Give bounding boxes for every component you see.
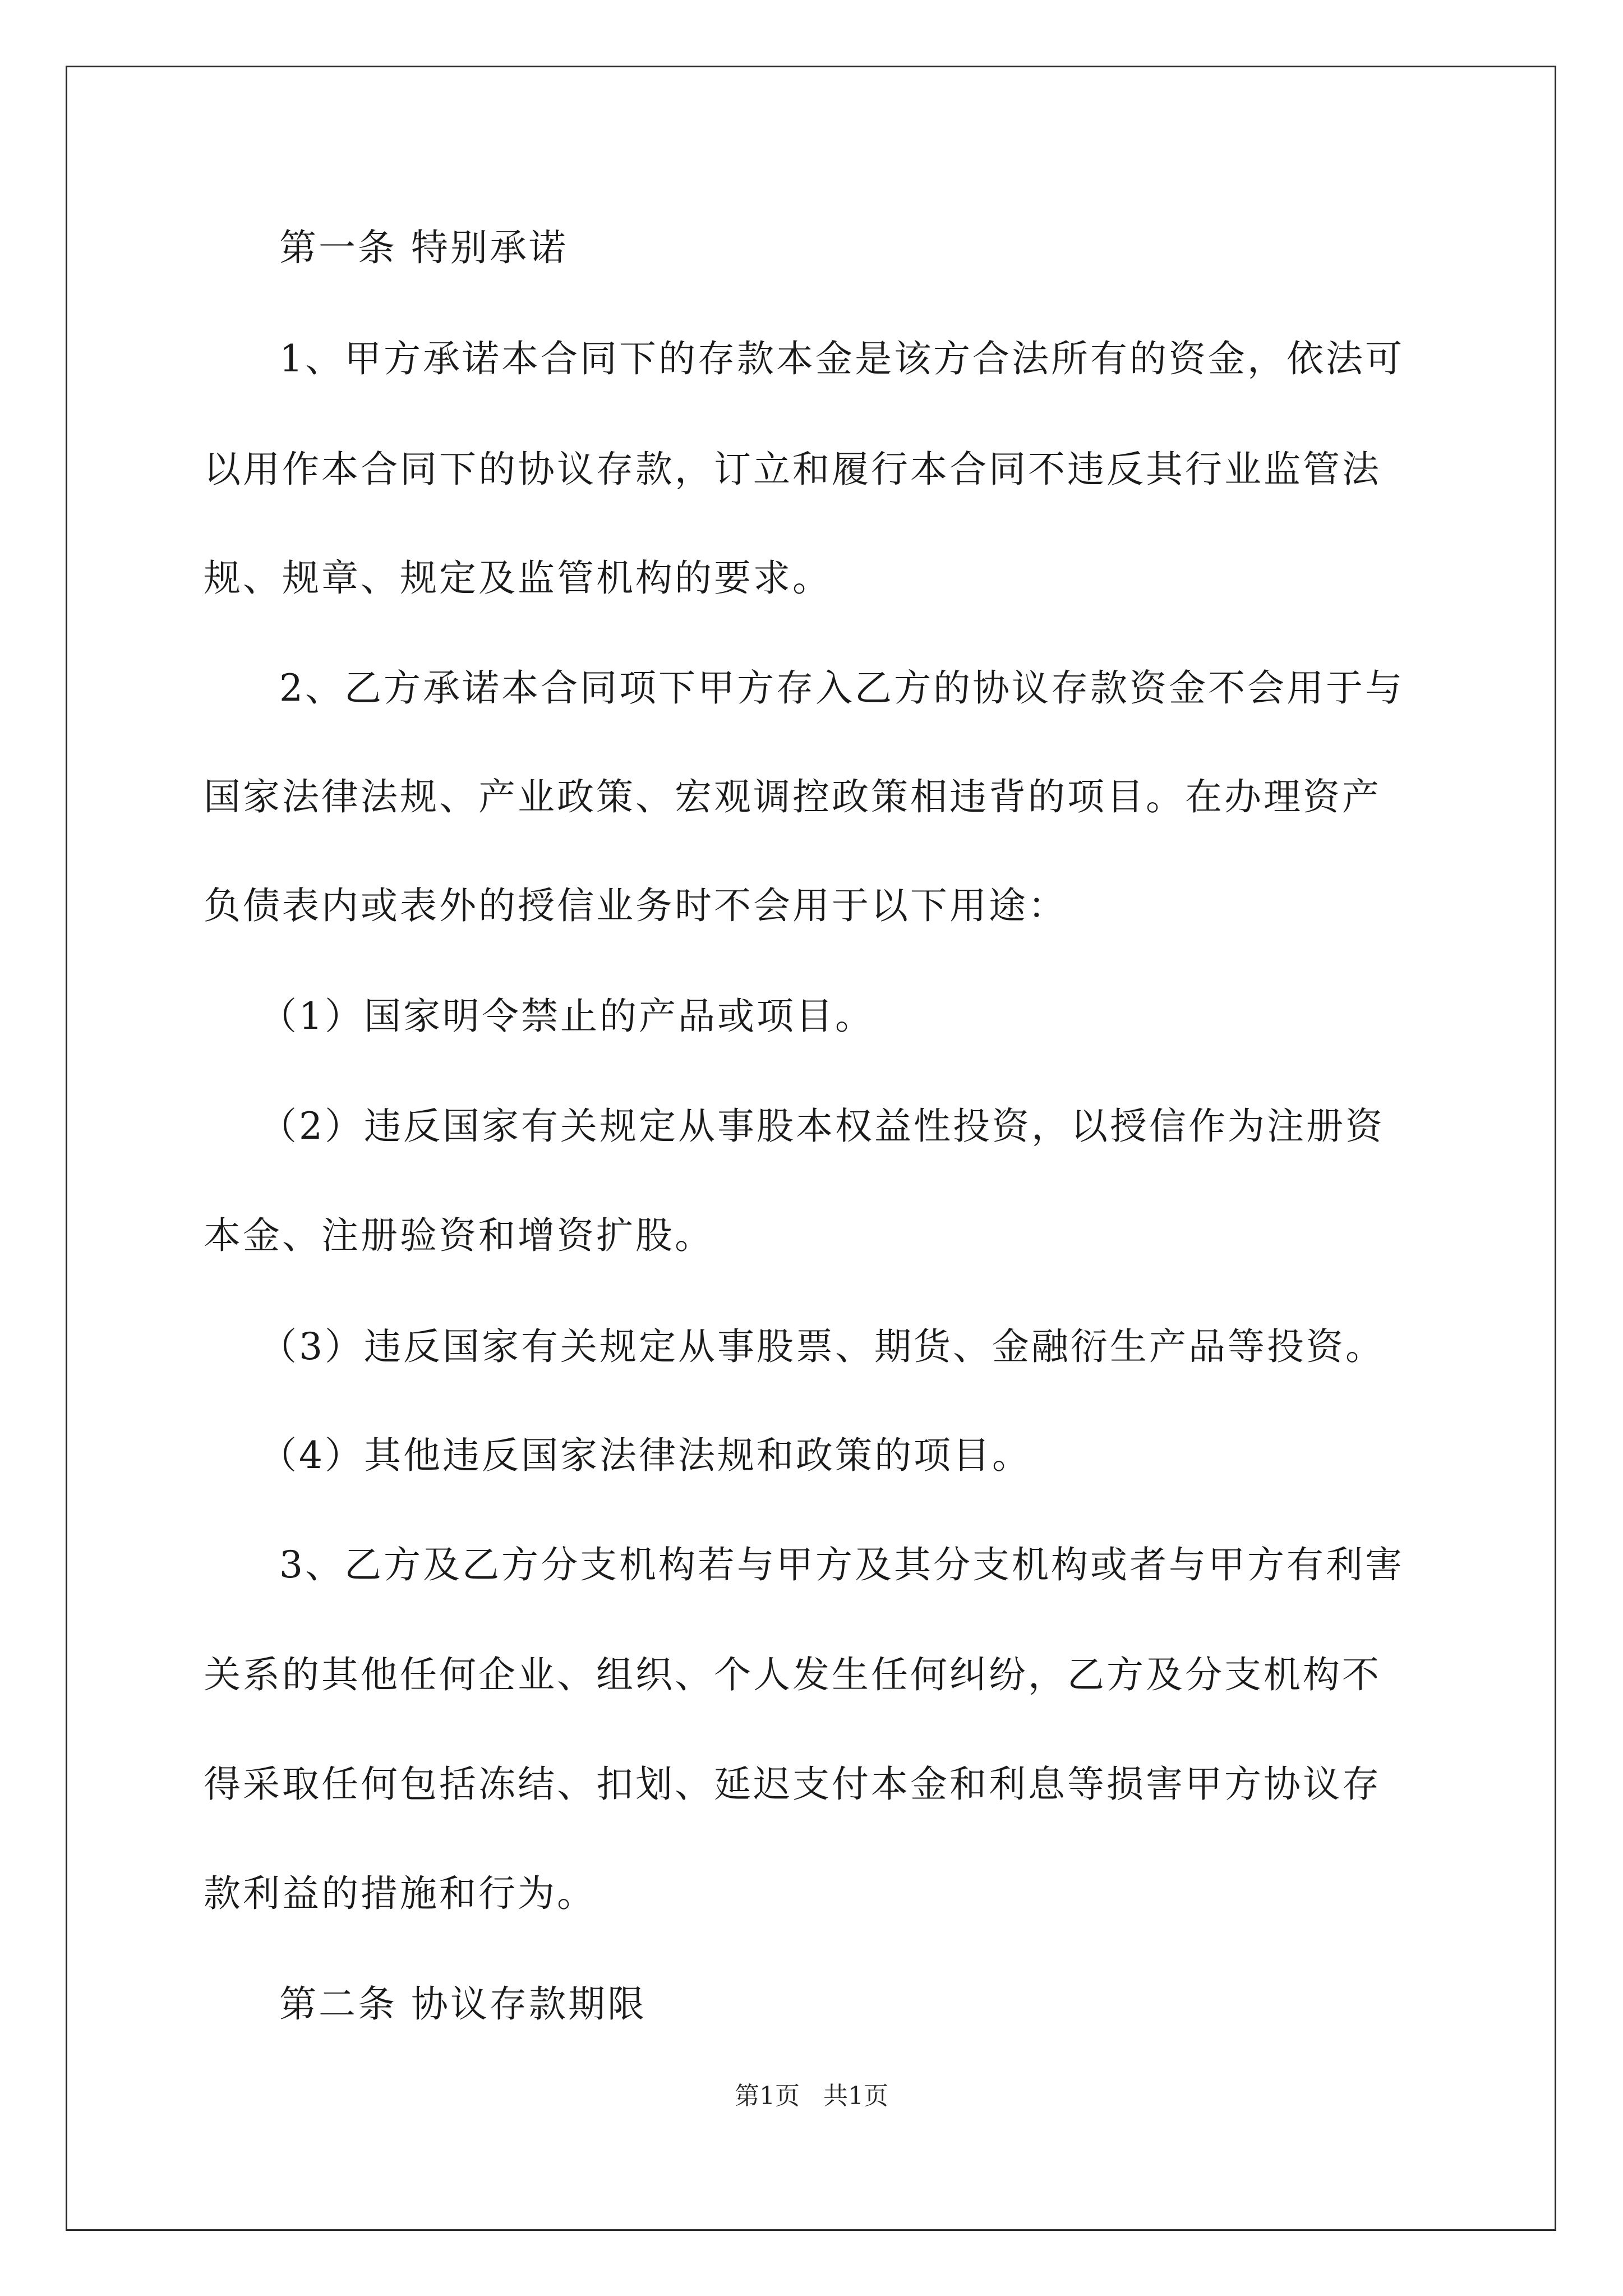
- clause-3-line-3: 得采取任何包括冻结、扣划、延迟支付本金和利息等损害甲方协议存: [204, 1763, 1381, 1806]
- clause-1-line-3: 规、规章、规定及监管机构的要求。: [204, 556, 832, 600]
- item-2-line-2: 本金、注册验资和增资扩股。: [204, 1214, 714, 1257]
- item-4: （4）其他违反国家法律法规和政策的项目。: [260, 1434, 1031, 1477]
- clause-1-line-2: 以用作本合同下的协议存款，订立和履行本合同不违反其行业监管法: [204, 448, 1381, 491]
- item-1: （1）国家明令禁止的产品或项目。: [260, 995, 874, 1038]
- item-3: （3）违反国家有关规定从事股票、期货、金融衍生产品等投资。: [260, 1325, 1385, 1368]
- article-1-heading: 第一条 特别承诺: [279, 226, 568, 269]
- clause-2-line-3: 负债表内或表外的授信业务时不会用于以下用途：: [204, 884, 1067, 927]
- clause-1-line-1: 1、甲方承诺本合同下的存款本金是该方合法所有的资金，依法可: [279, 337, 1404, 380]
- article-2-heading: 第二条 协议存款期限: [279, 1982, 647, 2026]
- item-2-line-1: （2）违反国家有关规定从事股本权益性投资，以授信作为注册资: [260, 1105, 1385, 1148]
- clause-3-line-1: 3、乙方及乙方分支机构若与甲方及其分支机构或者与甲方有利害: [279, 1543, 1404, 1586]
- clause-2-line-1: 2、乙方承诺本合同项下甲方存入乙方的协议存款资金不会用于与: [279, 666, 1404, 710]
- page-footer: 第1页 共1页: [735, 2082, 888, 2110]
- clause-2-line-2: 国家法律法规、产业政策、宏观调控政策相违背的项目。在办理资产: [204, 775, 1381, 818]
- clause-3-line-4: 款利益的措施和行为。: [204, 1872, 596, 1915]
- clause-3-line-2: 关系的其他任何企业、组织、个人发生任何纠纷，乙方及分支机构不: [204, 1653, 1381, 1696]
